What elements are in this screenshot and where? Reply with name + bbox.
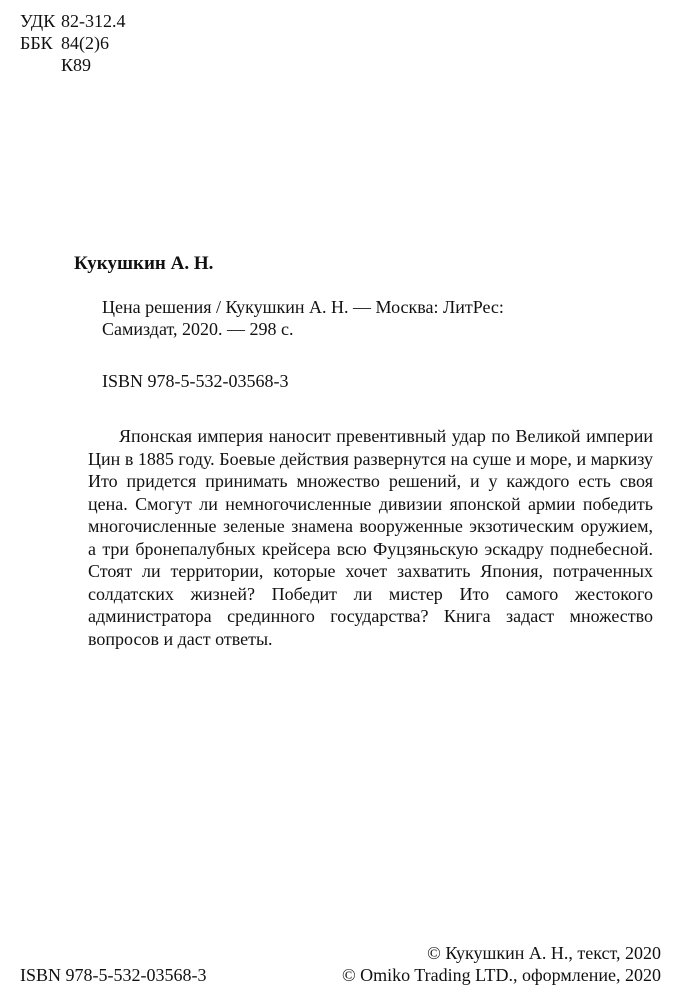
footer-isbn: ISBN 978-5-532-03568-3 (20, 965, 207, 985)
author-heading: Кукушкин А. Н. (74, 253, 214, 274)
bibliographic-description (102, 296, 552, 340)
copyright-text: © Кукушкин А. Н., текст, 2020 (427, 943, 661, 963)
bibliographic-line-2: Самиздат, 2020. — 298 с. (102, 319, 294, 339)
author-mark: К89 (61, 55, 92, 75)
author-mark-row (20, 54, 126, 76)
udk-label: УДК (20, 11, 56, 31)
classification-block (20, 10, 126, 76)
bbk-value: 84(2)6 (61, 33, 109, 53)
copyright-block (342, 942, 661, 986)
bbk-label: ББК (20, 33, 53, 53)
bbk-row (20, 32, 126, 54)
udk-row (20, 10, 126, 32)
copyright-design: © Omiko Trading LTD., оформление, 2020 (341, 965, 661, 985)
annotation-text: Японская империя наносит превентивный удар по Великой империи Цин в 1885 году. Боевые действия развернутся на суше и море, и маркизу Ито придется принимать множество решений, и у каждого есть своя цена. Смогут ли немногочисленные дивизии японской армии победить многочисленные зеленые знамена вооруженные экзотическим оружием, а три бронепалубных крейсера всю Фуцзяньскую эскадру поднебесной. Стоят ли территории, которые хочет захватить Япония, потраченных солдатских жизней? Победит ли мистер Ито самого жестокого администратора срединного государства? Книга задаст множество вопросов и даст ответы. (88, 426, 653, 649)
bibliographic-line-1: Цена решения / Кукушкин А. Н. — Москва: ЛитРес: (102, 297, 504, 317)
isbn-main: ISBN 978-5-532-03568-3 (102, 371, 289, 391)
udk-value: 82-312.4 (61, 11, 126, 31)
